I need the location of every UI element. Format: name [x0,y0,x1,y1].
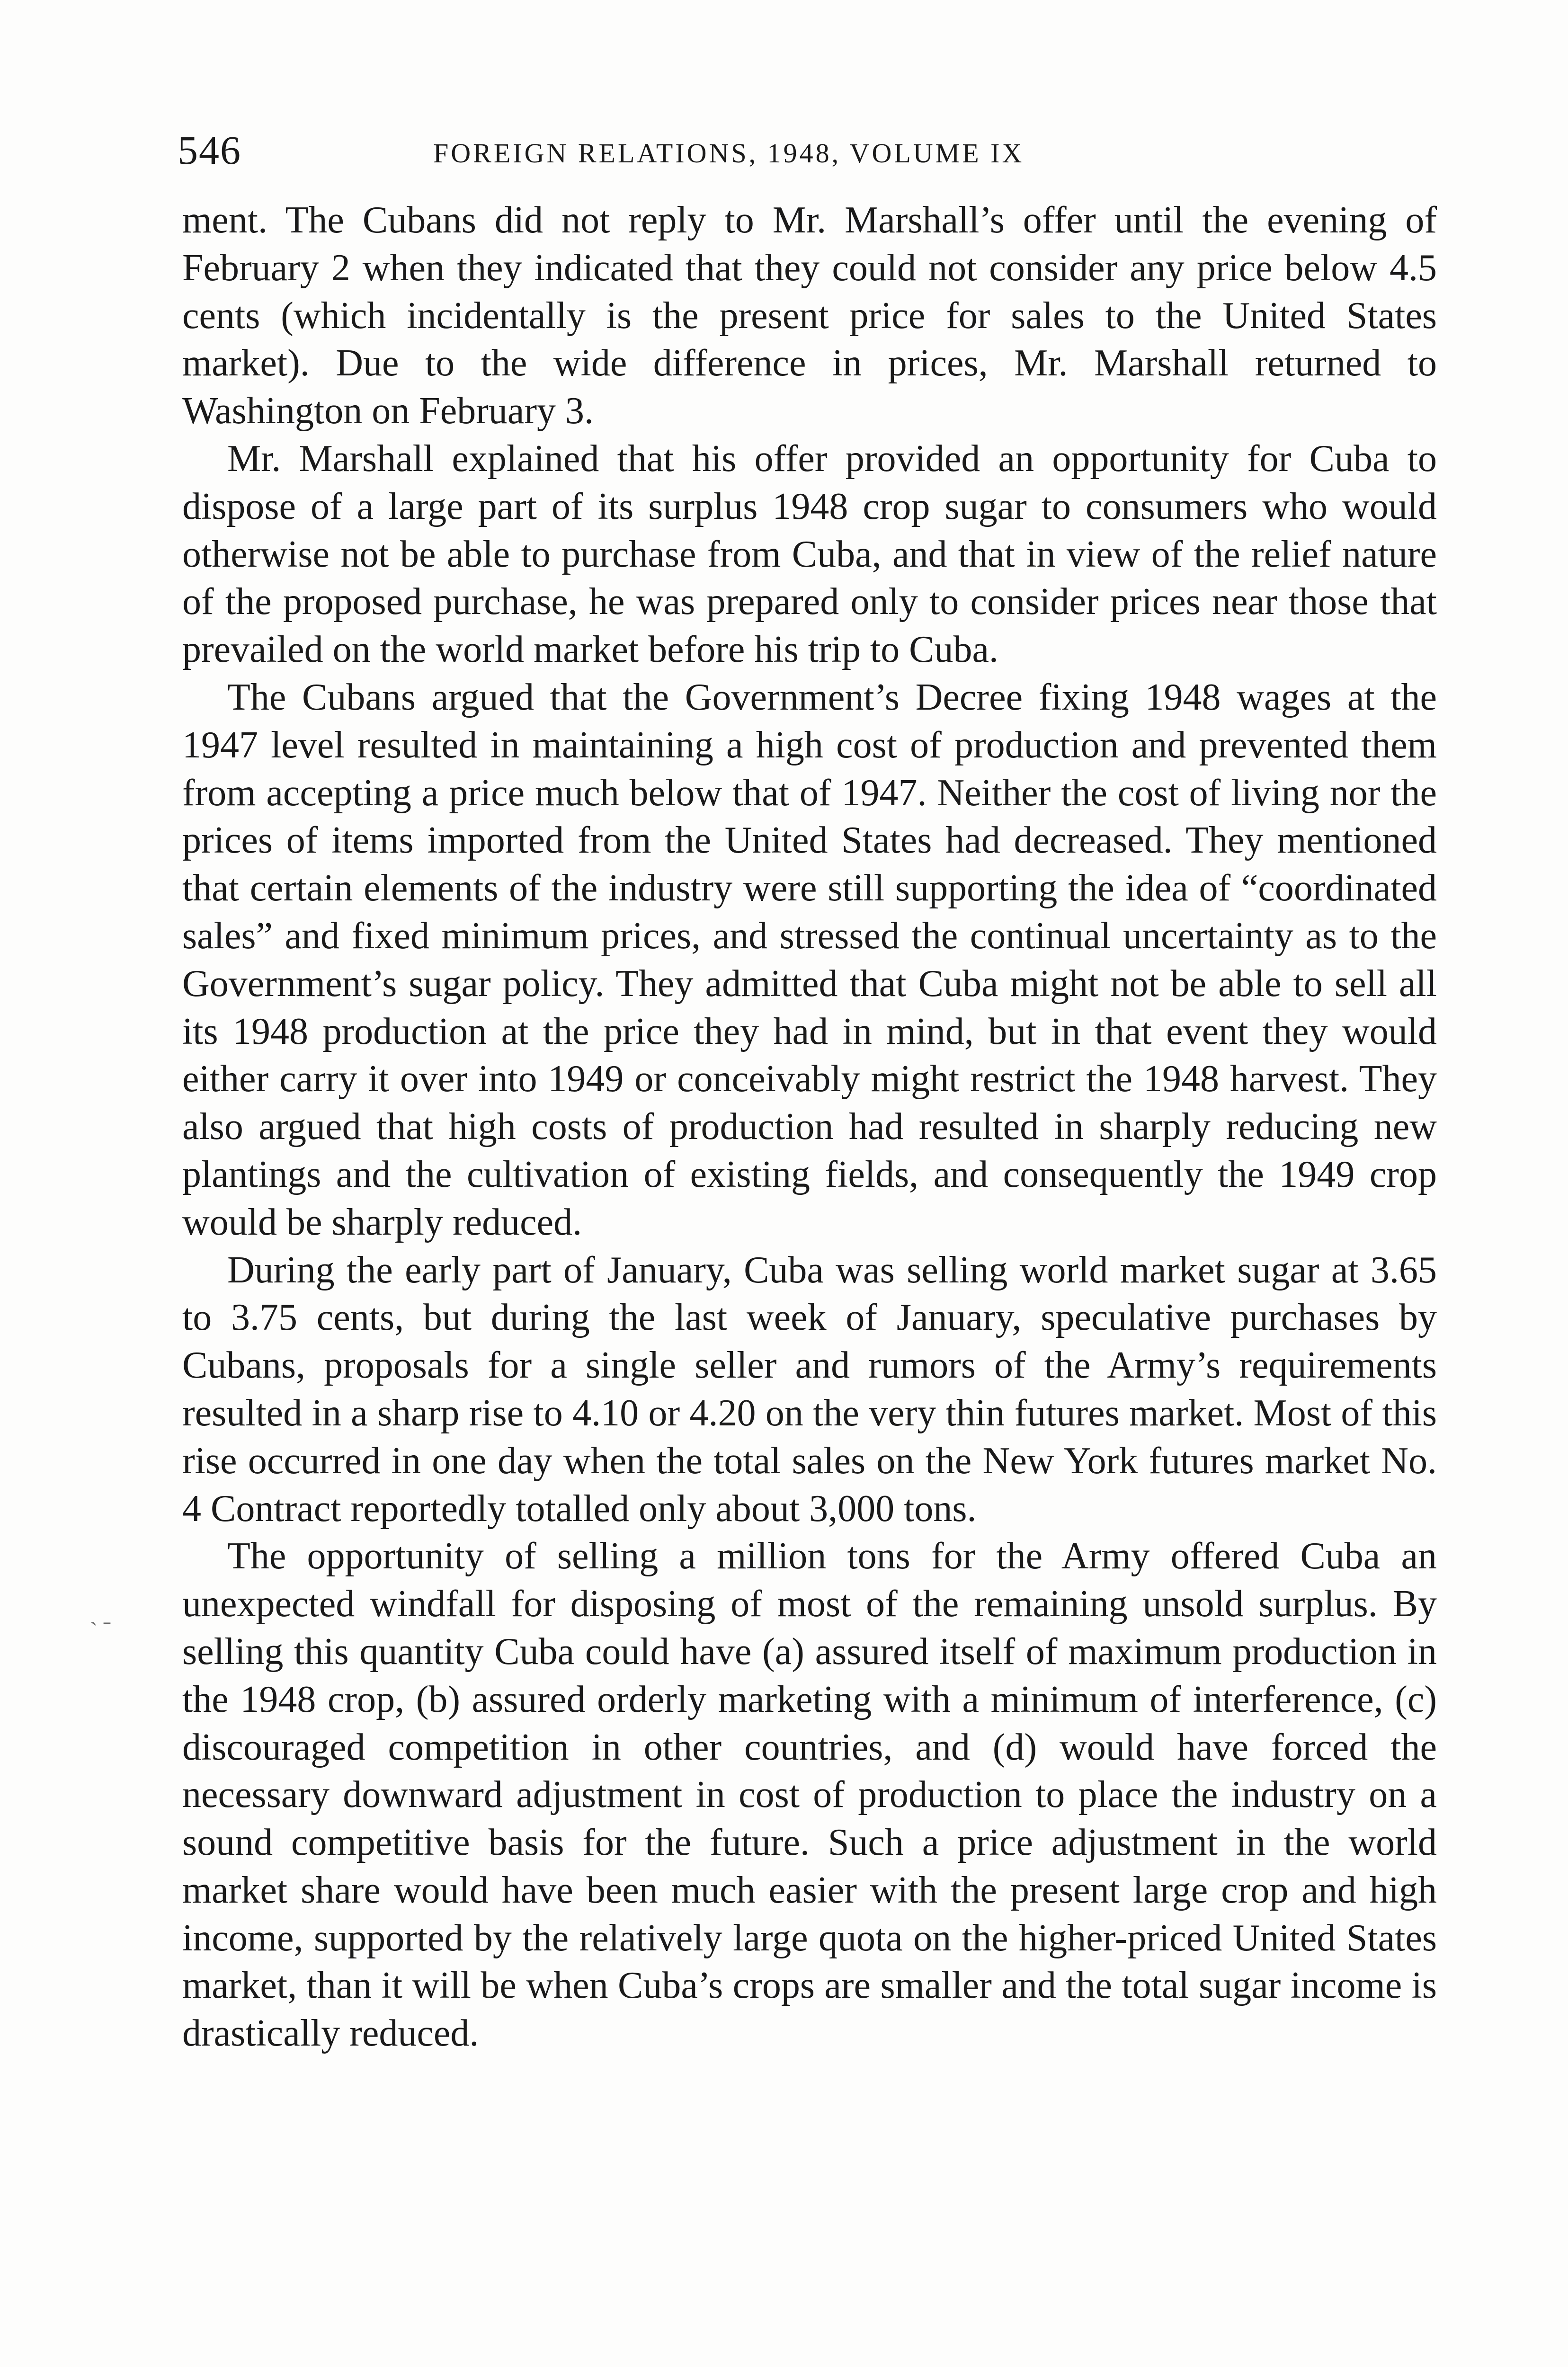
paragraph-market-prices: During the early part of January, Cuba was selling world market sugar at 3.65 to 3.75 cents, but during the last week of January, speculative purchases by Cubans, proposals for a single seller and rumors of the Army’s requirements resulted in a sharp rise to 4.10 or 4.20 on the very thin futures market. Most of this rise occurred in one day when the total sales on the New York futures market No. 4 Contract reportedly totalled only about 3,000 tons. [182,1249,1437,1530]
page-number: 546 [178,127,241,173]
body-text [182,196,1437,2057]
paragraph-marshall-offer: Mr. Marshall explained that his offer provided an opportunity for Cuba to dispose of a large part of its surplus 1948 crop sugar to consumers who would otherwise not be able to purchase from Cuba, and that in view of the relief nature of the proposed purchase, he was prepared only to consider prices near those that prevailed on the world market before his trip to Cuba. [182,437,1437,671]
paragraph-continuation: ment. The Cubans did not reply to Mr. Marshall’s offer until the evening of February 2 when they indicated that they could not consider any price below 4.5 cents (which incidentally is the present price for sales to the United States market). Due to the wide difference in prices, Mr. Marshall returned to Washington on February 3. [182,199,1437,432]
margin-stray-mark: ˴ ˗ [90,1608,111,1633]
running-head-title: FOREIGN RELATIONS, 1948, VOLUME IX [433,138,1025,169]
paragraph-opportunity: The opportunity of selling a million tons for the Army offered Cuba an unexpected windfall for disposing of most of the remaining unsold surplus. By selling this quantity Cuba could have (a) assured itself of maximum production in the 1948 crop, (b) assured orderly marketing with a minimum of interference, (c) discouraged competition in other countries, and (d) would have forced the necessary downward adjustment in cost of production to place the industry on a sound competitive basis for the future. Such a price adjustment in the world market share would have been much easier with the present large crop and high income, supported by the relatively large quota on the higher-priced United States market, than it will be when Cuba’s crops are smaller and the total sugar income is drastically reduced. [182,1535,1437,2055]
paragraph-cuban-arguments: The Cubans argued that the Government’s Decree fixing 1948 wages at the 1947 level resulted in maintaining a high cost of production and prevented them from accepting a price much below that of 1947. Neither the cost of living nor the prices of items imported from the United States had decreased. They mentioned that certain elements of the industry were still supporting the idea of “coordinated sales” and fixed minimum prices, and stressed the continual uncertainty as to the Government’s sugar policy. They admitted that Cuba might not be able to sell all its 1948 production at the price they had in mind, but in that event they would either carry it over into 1949 or conceivably might restrict the 1948 harvest. They also argued that high costs of production had resulted in sharply reducing new plantings and the cultivation of existing fields, and consequently the 1949 crop would be sharply reduced. [182,676,1437,1243]
running-head [178,124,1439,176]
